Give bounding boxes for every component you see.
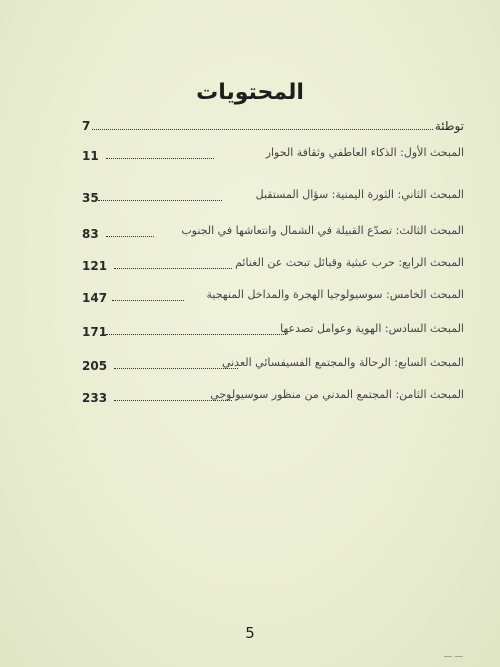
dot-leader: [114, 400, 232, 401]
toc-page-number: 171: [82, 325, 108, 339]
toc-entry-subtitle: المبحث السابع: الرحالة والمجتمع الفسيفسائي العدني: [221, 356, 464, 369]
toc-page-number: 83: [82, 227, 99, 241]
toc-page-number: 35: [82, 191, 99, 205]
toc-page-number: 7: [82, 119, 91, 133]
toc-entry-subtitle: المبحث السادس: الهوية وعوامل تصدعها: [280, 322, 464, 335]
toc-page-number: 205: [82, 359, 108, 373]
toc-entry-8: [82, 390, 464, 426]
toc-entry-2: [82, 190, 464, 226]
corner-mark: ـــ ـــ: [444, 650, 463, 660]
toc-page-number: 121: [82, 259, 108, 273]
dot-leader: [114, 268, 232, 269]
toc-row: [82, 118, 464, 134]
dot-leader: [92, 128, 432, 130]
toc-entry-subtitle: المبحث الأول: الذكاء العاطفي وثقافة الحوار: [265, 146, 464, 159]
toc-page-number: 11: [82, 149, 99, 163]
toc-entry-subtitle: المبحث الخامس: سوسيولوجيا الهجرة والمداخل المنهجية: [206, 288, 464, 301]
toc-page-number: 147: [82, 291, 108, 305]
page-title: المحتويات: [196, 80, 304, 105]
toc-entry-6: [82, 324, 464, 360]
dot-leader: [106, 334, 286, 335]
dot-leader: [106, 158, 214, 159]
dot-leader: [98, 200, 222, 201]
dot-leader: [106, 236, 154, 237]
page-number: 5: [245, 624, 255, 642]
dot-leader: [114, 368, 238, 369]
toc-entry-title: توطئة: [434, 119, 464, 133]
toc-entry-1: [82, 148, 464, 184]
toc-entry-5: [82, 290, 464, 326]
toc-entry-subtitle: المبحث الثاني: الثورة اليمنية: سؤال المستقبل: [255, 188, 464, 201]
dot-leader: [112, 300, 184, 301]
toc-page-number: 233: [82, 391, 108, 405]
toc-entry-subtitle: المبحث الثالث: تصدّع القبيلة في الشمال وانتعاشها في الجنوب: [181, 224, 464, 237]
toc-entry-subtitle: المبحث الثامن: المجتمع المدني من منظور سوسيولوجي: [210, 388, 464, 401]
toc-entry-subtitle: المبحث الرابع: حرب عبثية وقبائل تبحث عن الغنائم: [235, 256, 464, 269]
